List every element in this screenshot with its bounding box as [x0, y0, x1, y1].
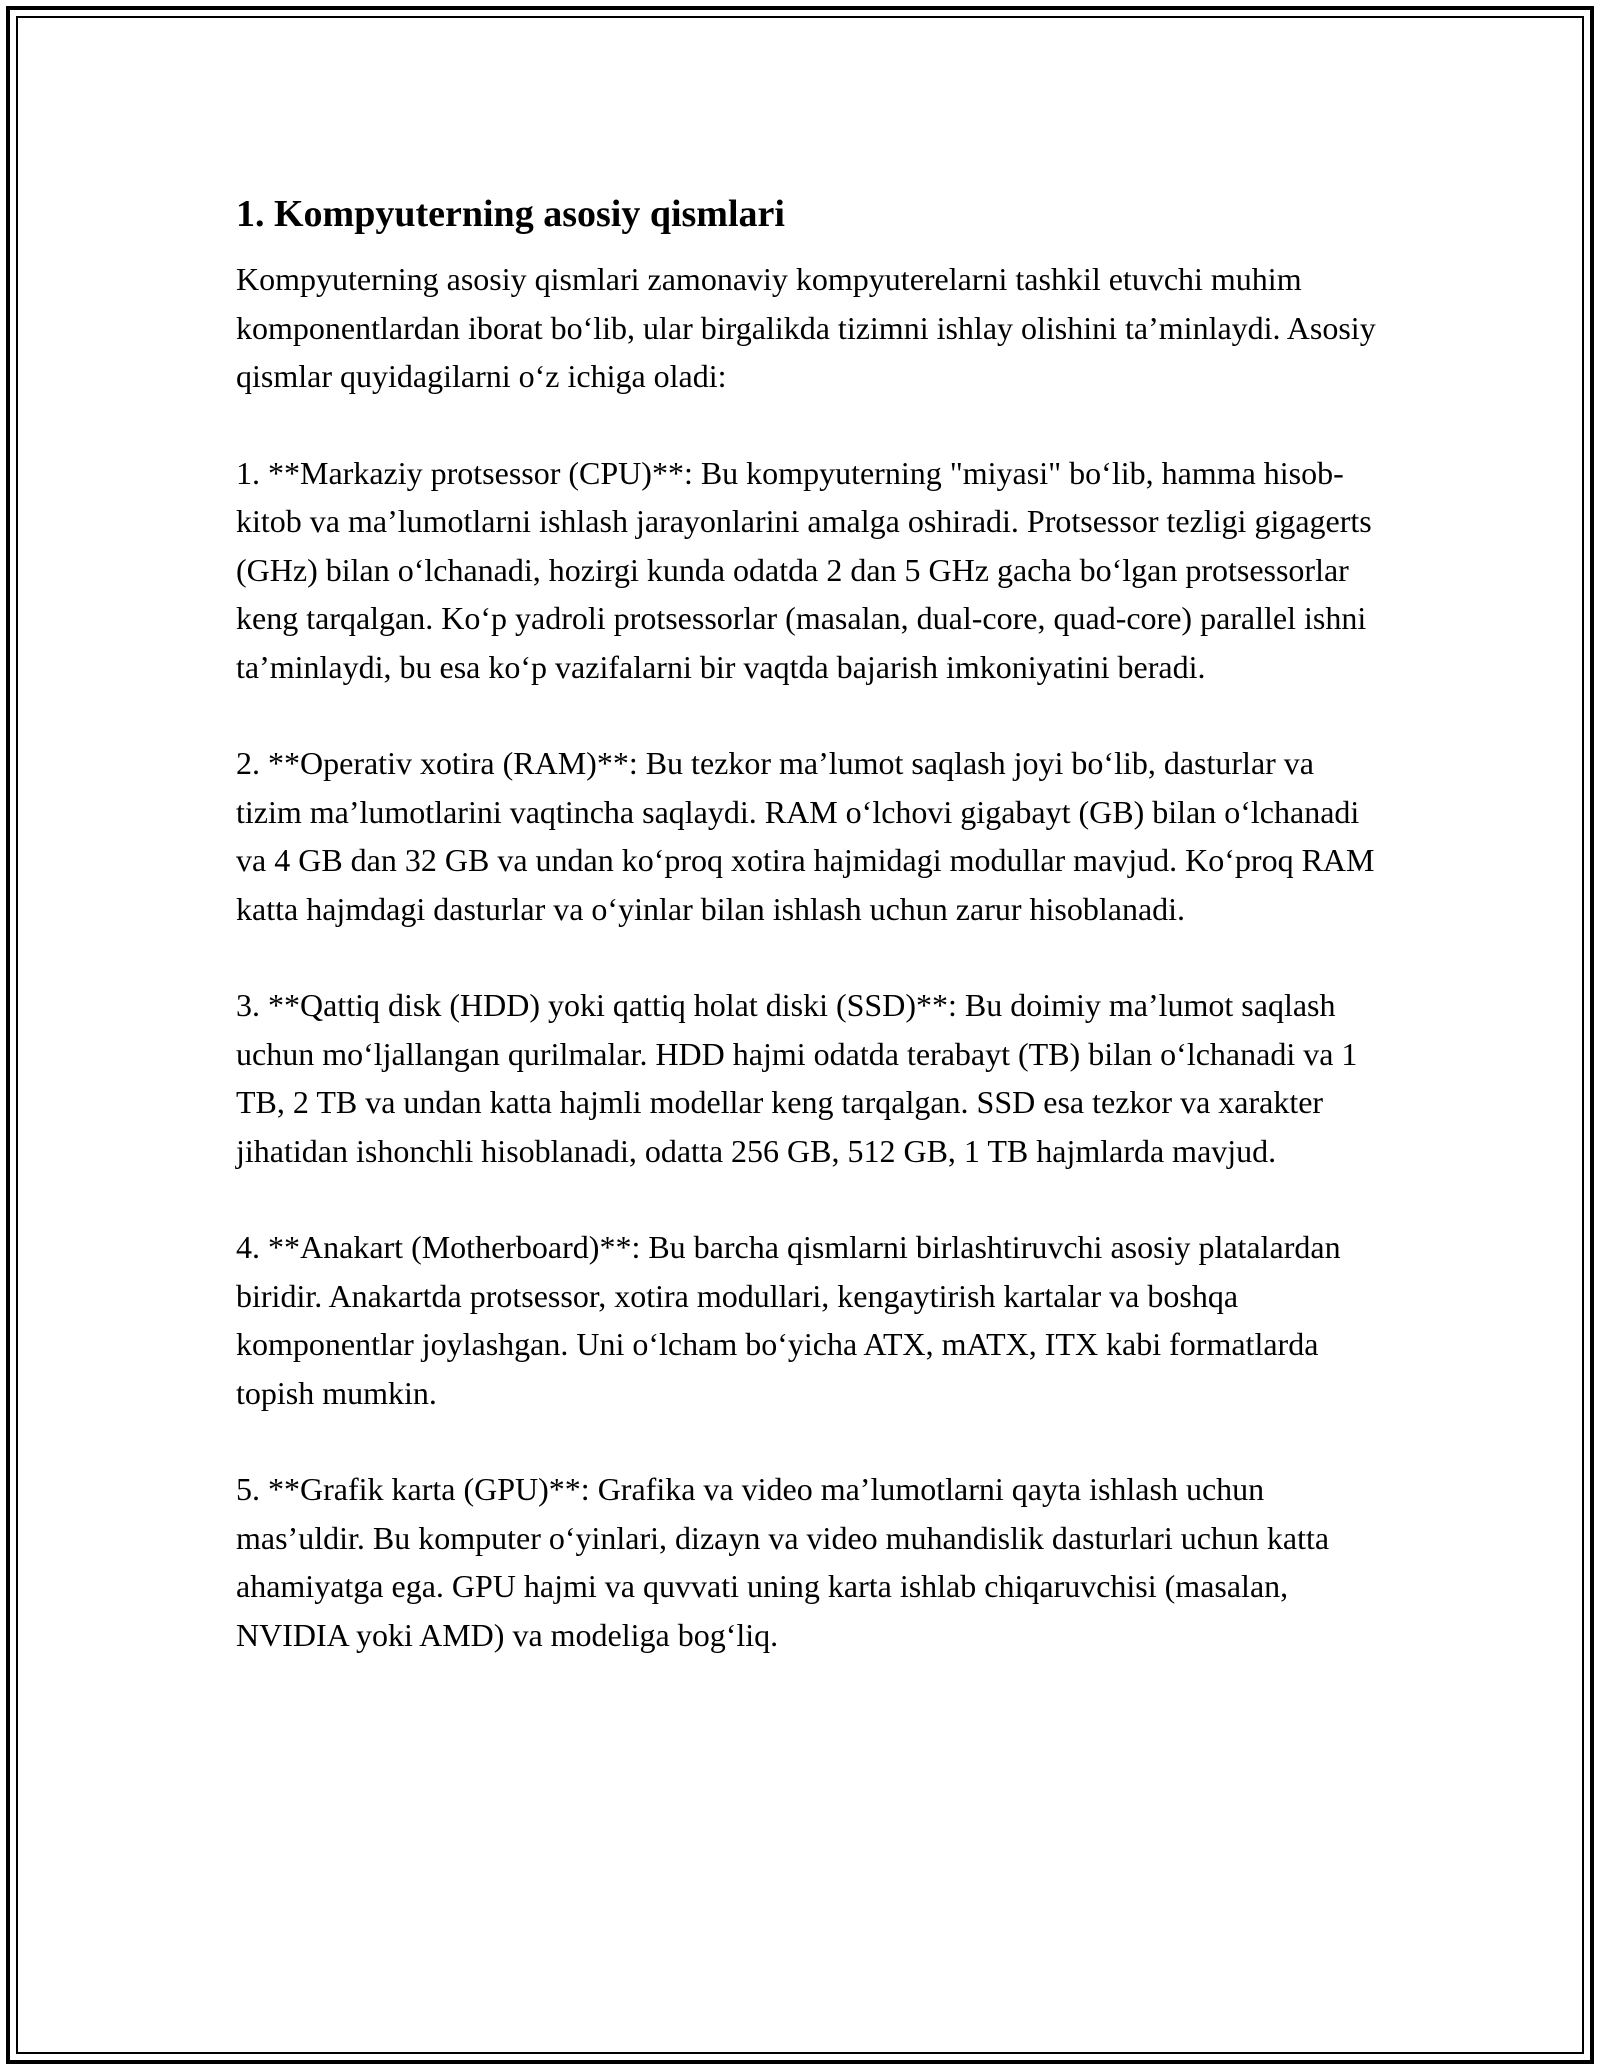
list-item-motherboard: 4. **Anakart (Motherboard)**: Bu barcha qismlarni birlashtiruvchi asosiy platalardan biridir. Anakartda protsessor, xotira modullari, kengaytirish kartalar va boshqa komponentlar joylashgan. Uni o‘lcham bo‘yicha ATX, mATX, ITX kabi formatlarda topish mumkin.: [236, 1229, 1341, 1411]
page-title: 1. Kompyuterning asosiy qismlari: [236, 193, 785, 235]
document-body: [236, 185, 1386, 1707]
list-item-ram: 2. **Operativ xotira (RAM)**: Bu tezkor ma’lumot saqlash joyi bo‘lib, dasturlar va tizim ma’lumotlarini vaqtincha saqlaydi. RAM o‘lchovi gigabayt (GB) bilan o‘lchanadi va 4 GB dan 32 GB va undan ko‘proq xotira hajmidagi modullar mavjud. Ko‘proq RAM katta hajmdagi dasturlar va o‘yinlar bilan ishlash uchun zarur hisoblanadi.: [236, 745, 1375, 927]
list-item-cpu: 1. **Markaziy protsessor (CPU)**: Bu kompyuterning "miyasi" bo‘lib, hamma hisob-kitob va ma’lumotlarni ishlash jarayonlarini amalga oshiradi. Protsessor tezligi gigagerts (GHz) bilan o‘lchanadi, hozirgi kunda odatda 2 dan 5 GHz gacha bo‘lgan protsessorlar keng tarqalgan. Ko‘p yadroli protsessorlar (masalan, dual-core, quad-core) parallel ishni ta’minlaydi, bu esa ko‘p vazifalarni bir vaqtda bajarish imkoniyatini beradi.: [236, 454, 1372, 685]
list-item-storage: 3. **Qattiq disk (HDD) yoki qattiq holat diski (SSD)**: Bu doimiy ma’lumot saqlash uchun mo‘ljallangan qurilmalar. HDD hajmi odatda terabayt (TB) bilan o‘lchanadi va 1 TB, 2 TB va undan katta hajmli modellar keng tarqalgan. SSD esa tezkor va xarakter jihatidan ishonchli hisoblanadi, odatta 256 GB, 512 GB, 1 TB hajmlarda mavjud.: [236, 987, 1358, 1169]
list-item-gpu: 5. **Grafik karta (GPU)**: Grafika va video ma’lumotlarni qayta ishlash uchun mas’uldir. Bu komputer o‘yinlari, dizayn va video muhandislik dasturlari uchun katta ahamiyatga ega. GPU hajmi va quvvati uning karta ishlab chiqaruvchisi (masalan, NVIDIA yoki AMD) va modeliga bog‘liq.: [236, 1471, 1330, 1653]
intro-paragraph: Kompyuterning asosiy qismlari zamonaviy kompyuterelarni tashkil etuvchi muhim komponentlardan iborat bo‘lib, ular birgalikda tizimni ishlay olishini ta’minlaydi. Asosiy qismlar quyidagilarni o‘z ichiga oladi:: [236, 261, 1376, 394]
